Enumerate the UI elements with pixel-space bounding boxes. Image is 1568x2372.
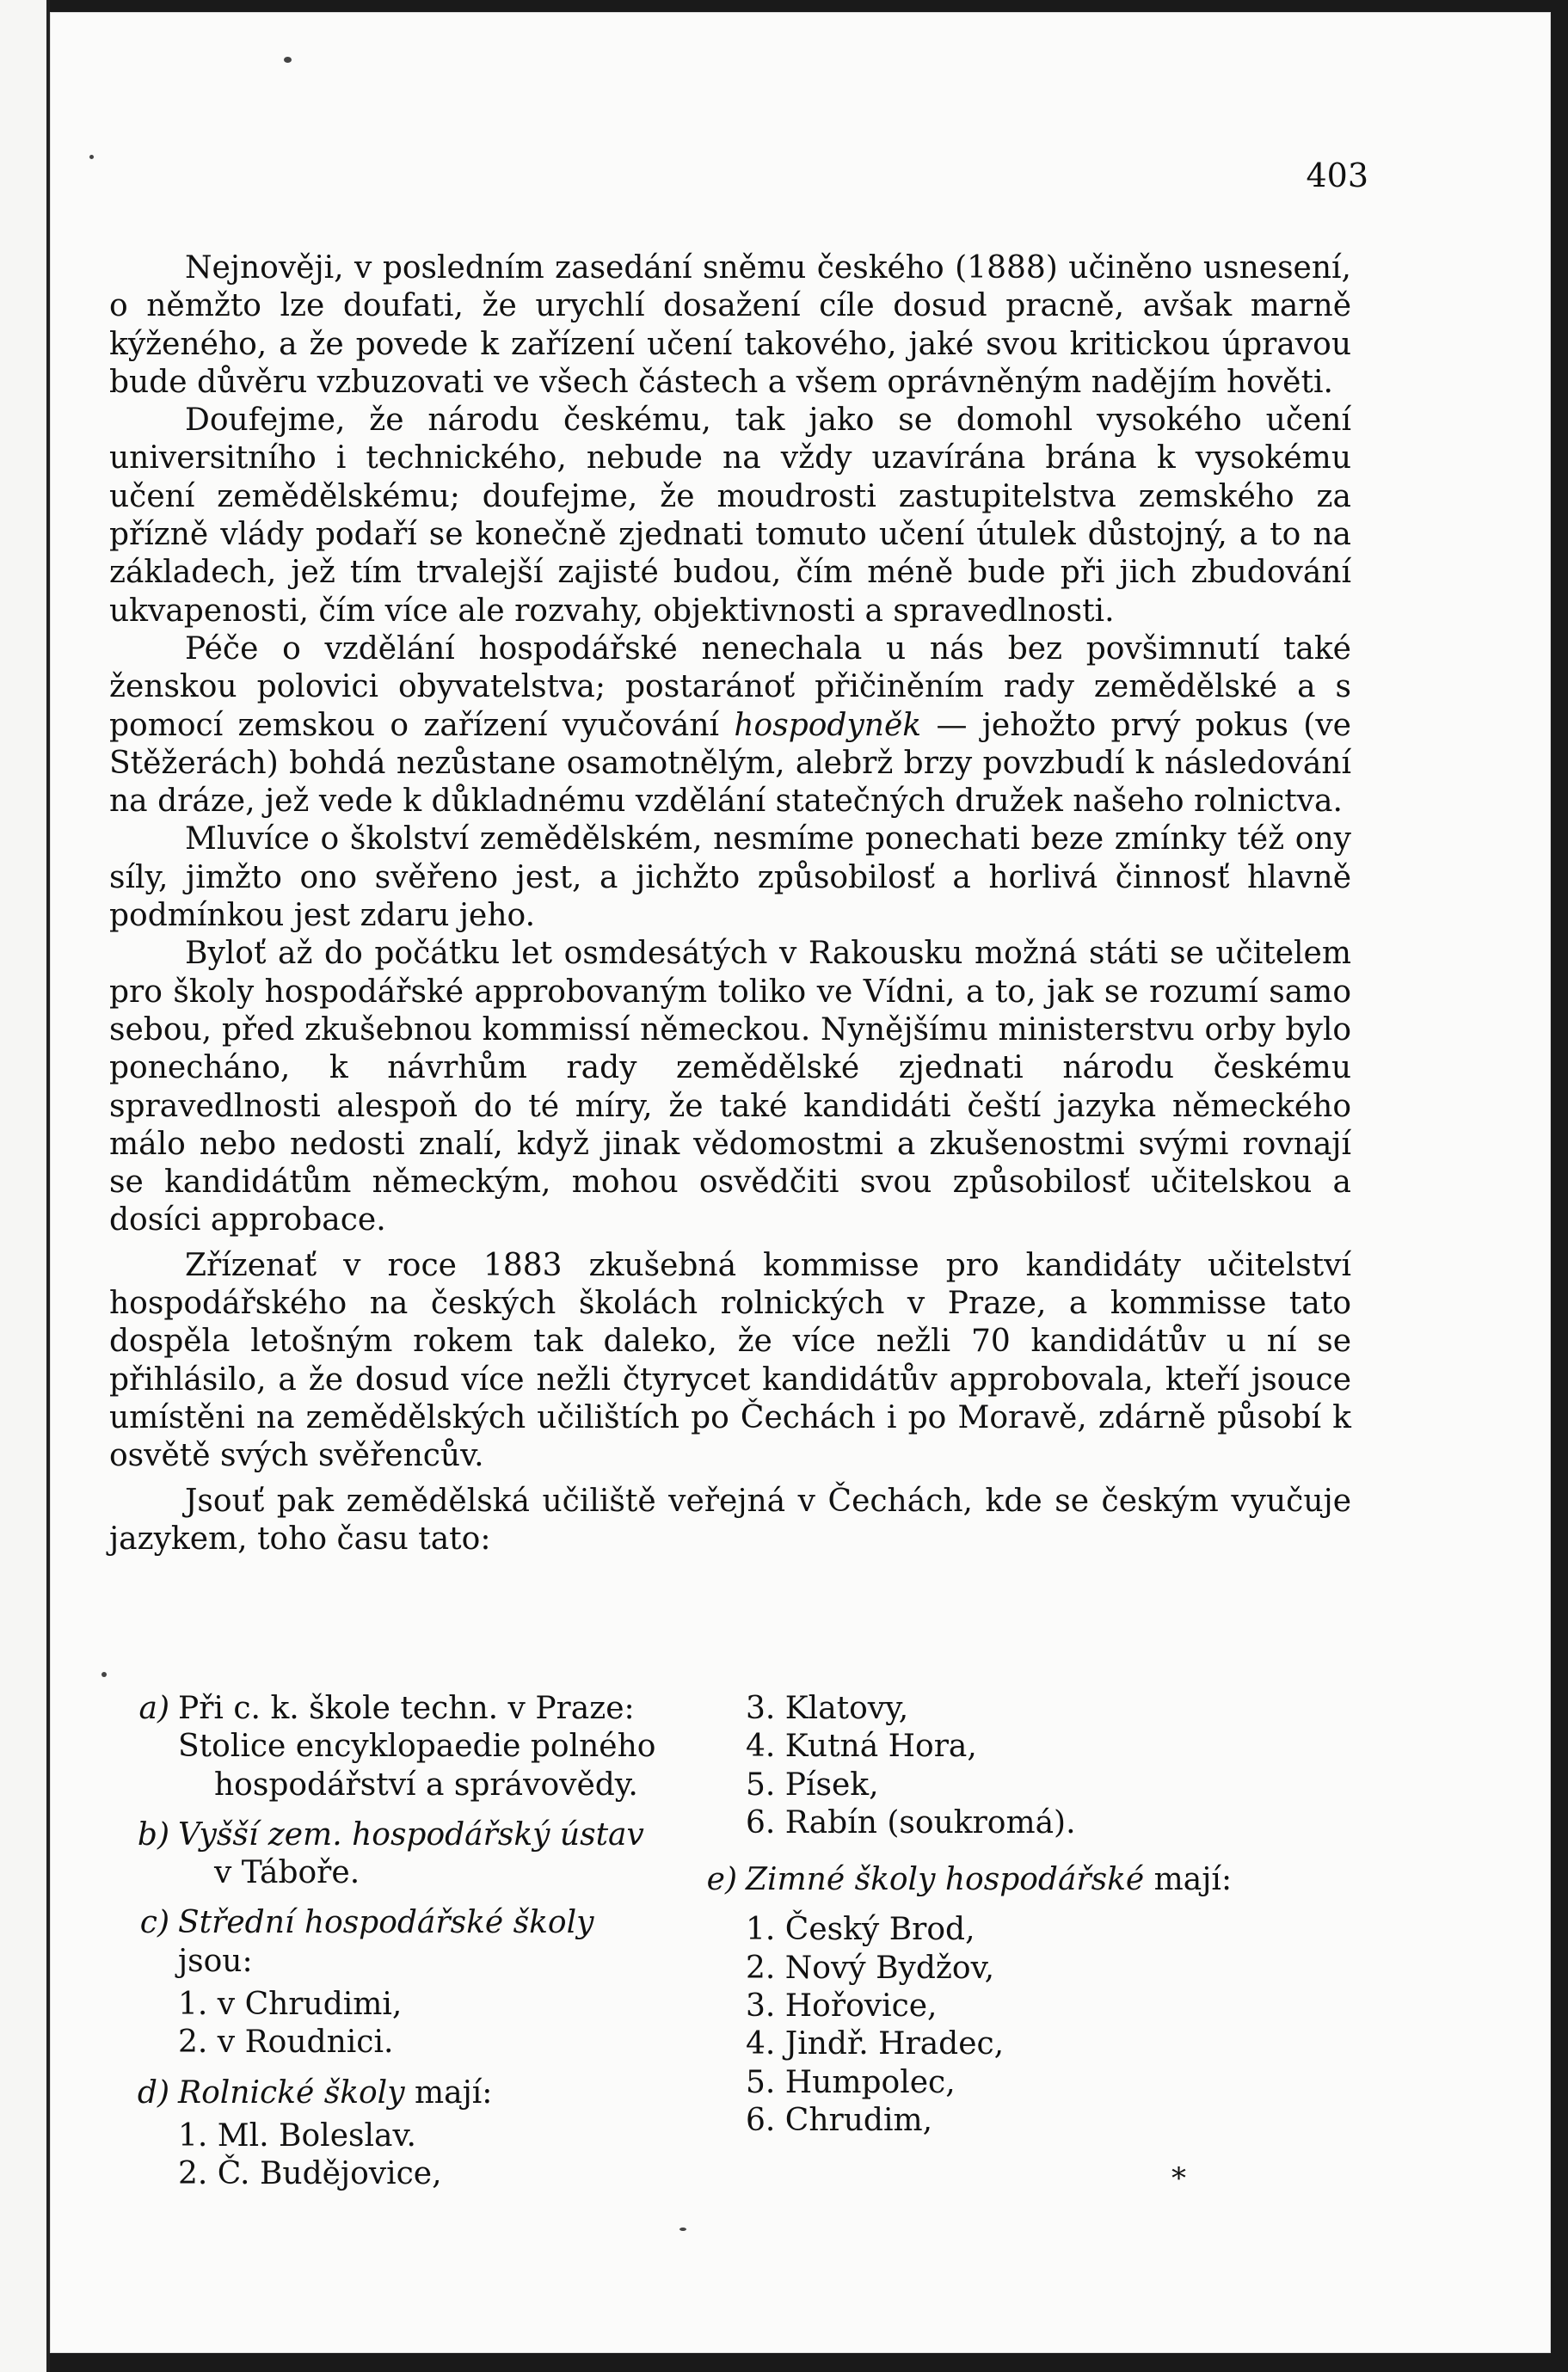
- scan-speck: [679, 2228, 686, 2231]
- list-e-title: Zimné školy hospodářské: [746, 1862, 1145, 1898]
- list-item: 4. Jindř. Hradec,: [746, 2026, 1005, 2062]
- list-label-b: b): [137, 1816, 169, 1853]
- scan-speck: [89, 155, 94, 159]
- list-item: 2. v Roudnici.: [178, 2025, 394, 2061]
- list-item: 5. Písek,: [746, 1767, 879, 1803]
- paragraph-2: Doufejme, že národu českému, tak jako se domohl vysokého učení universitního i technického, nebude na vždy uzavírána brána k vysokému učení zemědělskému; doufejme, že moudrosti zastupitelstva zemského za přízně vlády podaří se konečně zjednati tomuto učení útulek důstojný, a to na základech, jež tím trvalejší zajisté budou, čím méně bude při jich zbudování ukvapenosti, čím více ale rozvahy, objektivnosti a spravedlnosti.: [109, 403, 1351, 629]
- body-text: [109, 249, 1351, 1558]
- list-item-a: [138, 1690, 660, 1804]
- list-left-column: [137, 1690, 660, 2206]
- list-label-e: e): [706, 1862, 737, 1898]
- list-e-heading: [746, 1861, 1348, 1899]
- list-c-items: [178, 1986, 660, 2062]
- list-item-e: [706, 1861, 1348, 2140]
- list-b-title: Vyšší zem. hospodářský ústav: [178, 1816, 644, 1853]
- list-item: 1. Ml. Boleslav.: [178, 2117, 416, 2154]
- list-item: 2. Č. Budějovice,: [178, 2156, 442, 2192]
- paragraph-4: Mluvíce o školství zemědělském, nesmíme ponechati beze zmínky též ony síly, jimžto ono svěřeno jest, a jichžto způsobilosť a horlivá činnosť hlavně podmínkou jest zdaru jeho.: [109, 821, 1351, 934]
- list-a-line2: Stolice encyklopaedie polného: [178, 1729, 656, 1765]
- list-b-line2: v Táboře.: [214, 1855, 360, 1891]
- list-c-heading: [178, 1904, 660, 1981]
- page-number: 403: [1306, 157, 1368, 194]
- list-item: 2. Nový Bydžov,: [746, 1950, 995, 1986]
- list-item: 3. Hořovice,: [746, 1988, 938, 2025]
- list-label-d: d): [137, 2074, 169, 2111]
- list-d-title: Rolnické školy: [178, 2074, 405, 2111]
- list-label-c: c): [139, 1905, 169, 1941]
- paragraph-5: Byloť až do počátku let osmdesátých v Rakousku možná státi se učitelem pro školy hospodářské approbovaným toliko ve Vídni, a to, jak se rozumí samo sebou, před zkušebnou kommissí německou. Nynějšímu ministerstvu orby bylo ponecháno, k návrhům rady zemědělské zjednati národu českému spravedlnosti alespoň do té míry, že také kandidáti čeští jazyka německého málo nebo nedosti znalí, když jinak vědomostmi a zkušenostmi svými rovnají se kandidátům německým, mohou osvědčiti svou způsobilosť učitelskou a dosíci approbace.: [109, 936, 1351, 1238]
- list-a-line1: Při c. k. škole techn. v Praze:: [178, 1691, 635, 1726]
- list-c-suffix: jsou:: [178, 1943, 253, 1979]
- list-item-c: [139, 1904, 660, 2062]
- list-d-suffix: mají:: [404, 2074, 493, 2111]
- list-item: 3. Klatovy,: [746, 1691, 909, 1726]
- italic-word: hospodyněk: [734, 707, 922, 743]
- paragraph-6: Zřízenať v roce 1883 zkušebná kommisse pro kandidáty učitelství hospodářského na českých školách rolnických v Praze, a kommisse tato dospěla letošným rokem tak daleko, že více nežli 70 kandidátův u ní se přihlásilo, a že dosud více nežli čtyrycet kandidátův approbovala, kteří jsouce umístěni na zemědělských učilištích po Čechách i po Moravě, zdárně působí k osvětě svých svěřencův.: [109, 1247, 1351, 1474]
- list-item: 4. Kutná Hora,: [746, 1729, 977, 1765]
- paragraph-3: Péče o vzdělání hospodářské nenechala u nás bez povšimnutí také ženskou polovici obyvatelstva; postaránoť přičiněním rady zemědělské a s pomocí zemskou o zařízení vyučování hospodyněk — jehožto prvý pokus (ve Stěžerách) bohdá nezůstane osamotnělým, alebrž brzy povzbudí k následování na dráze, jež vede k důkladnému vzdělání statečných družek našeho rolnictva.: [109, 630, 1351, 820]
- list-item: 5. Humpolec,: [746, 2064, 956, 2100]
- list-item: 1. v Chrudimi,: [178, 1987, 403, 2023]
- list-item: 1. Český Brod,: [746, 1912, 975, 1948]
- list-d-items: [178, 2117, 660, 2194]
- list-item-b: [137, 1816, 660, 1893]
- list-item: 6. Chrudim,: [746, 2102, 933, 2138]
- list-e-items: [746, 1911, 1348, 2140]
- book-gutter-edge: [0, 0, 50, 2372]
- list-right-column: [706, 1690, 1348, 2152]
- list-e-suffix: mají:: [1144, 1862, 1233, 1898]
- scan-speck: [284, 57, 292, 63]
- paragraph-1: Nejnověji, v posledním zasedání sněmu českého (1888) učiněno usnesení, o němžto lze doufati, že urychlí dosažení cíle dosud pracně, avšak marně kýženého, a že povede k zařízení učení takového, jaké svou kritickou úpravou bude důvěru vzbuzovati ve všech částech a všem oprávněným nadějím hověti.: [109, 250, 1351, 400]
- list-item-d: [137, 2074, 660, 2194]
- list-d-heading: [178, 2074, 660, 2112]
- list-item: 6. Rabín (soukromá).: [746, 1804, 1076, 1840]
- paragraph-7: Jsouť pak zemědělská učiliště veřejná v Čechách, kde se českým vyučuje jazykem, toho času tato:: [109, 1483, 1351, 1557]
- section-end-mark: *: [1171, 2161, 1186, 2196]
- list-label-a: a): [138, 1691, 169, 1726]
- list-c-title: Střední hospodářské školy: [178, 1905, 594, 1941]
- scan-speck: [101, 1672, 107, 1677]
- list-a-line3: hospodářství a správovědy.: [214, 1767, 638, 1803]
- list-d-continued: [746, 1690, 1348, 1842]
